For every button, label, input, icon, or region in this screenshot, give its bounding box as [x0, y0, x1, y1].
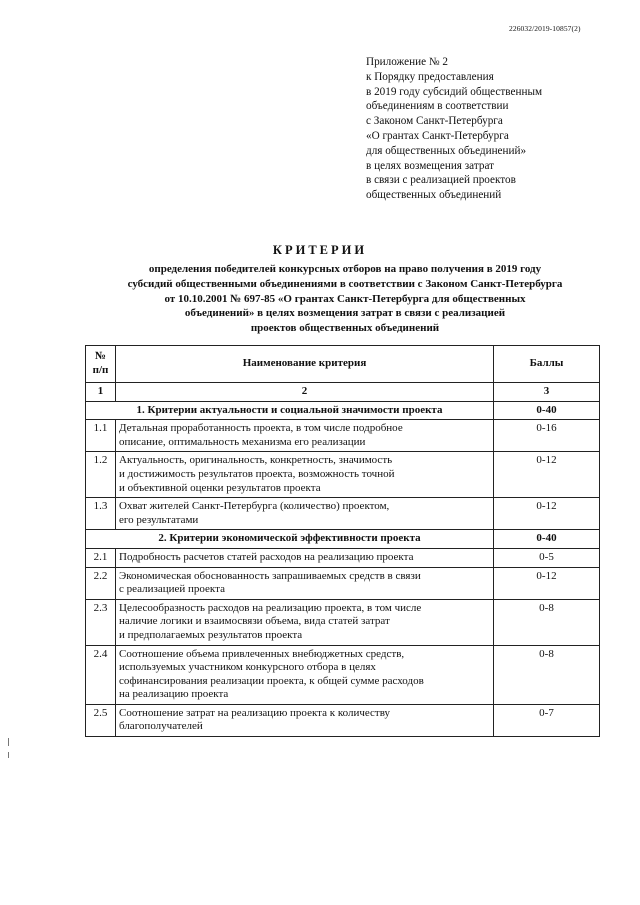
criterion-name	[116, 420, 494, 452]
criterion-name-line: с реализацией проекта	[119, 583, 225, 596]
criterion-name-line: Актуальность, оригинальность, конкретность, значимость	[119, 454, 393, 467]
appendix-line: с Законом Санкт-Петербурга	[366, 115, 503, 128]
criterion-score: 0-12	[494, 452, 600, 498]
table-row	[86, 548, 600, 567]
section-row	[86, 530, 600, 549]
criterion-name-line: благополучателей	[119, 720, 203, 733]
table-row	[86, 599, 600, 645]
criterion-name-line: Целесообразность расходов на реализацию проекта, в том числе	[119, 601, 422, 614]
subtitle-line: от 10.10.2001 № 697-85 «О грантах Санкт-Петербурга для общественных	[164, 292, 526, 305]
criterion-number: 2.5	[86, 704, 116, 736]
appendix-line: в связи с реализацией проектов	[366, 174, 516, 187]
criterion-name	[116, 452, 494, 498]
header-score: Баллы	[494, 346, 600, 383]
appendix-line: Приложение № 2	[366, 56, 448, 68]
criterion-number: 1.2	[86, 452, 116, 498]
section-score: 0-40	[494, 401, 600, 420]
table-row	[86, 498, 600, 530]
column-number: 3	[494, 383, 600, 402]
subtitle-line: определения победителей конкурсных отборов на право получения в 2019 году	[148, 263, 542, 275]
appendix-note	[366, 55, 606, 203]
criterion-score: 0-8	[494, 645, 600, 704]
criterion-name-line: и объективной оценки результатов проекта	[119, 481, 321, 494]
table-row	[86, 645, 600, 704]
criterion-name	[116, 548, 494, 567]
criterion-score: 0-16	[494, 420, 600, 452]
criterion-name	[116, 498, 494, 530]
criterion-name-line: Детальная проработанность проекта, в том числе подробное	[119, 422, 403, 435]
table-header-row	[86, 346, 600, 383]
appendix-line: в целях возмещения затрат	[366, 159, 495, 172]
section-title: 1. Критерии актуальности и социальной значимости проекта	[86, 401, 494, 420]
criterion-name-line: Соотношение объема привлеченных внебюджетных средств,	[119, 647, 405, 660]
criterion-name-line: и достижимость результатов проекта, возможность точной	[119, 467, 395, 480]
criterion-name	[116, 704, 494, 736]
criterion-score: 0-12	[494, 567, 600, 599]
scan-margin-mark	[8, 738, 9, 746]
criterion-name-line: его результатами	[119, 513, 199, 526]
criterion-score: 0-7	[494, 704, 600, 736]
criterion-name	[116, 567, 494, 599]
criterion-name-line: на реализацию проекта	[119, 688, 229, 701]
criterion-name-line: Подробность расчетов статей расходов на реализацию проекта	[119, 550, 414, 563]
criterion-name	[116, 645, 494, 704]
appendix-line: «О грантах Санкт-Петербурга	[366, 129, 509, 142]
criterion-name-line: описание, оптимальность механизма его реализации	[119, 435, 366, 448]
section-score: 0-40	[494, 530, 600, 549]
column-number: 2	[116, 383, 494, 402]
appendix-line: в 2019 году субсидий общественным	[366, 85, 543, 98]
table-row	[86, 420, 600, 452]
header-name: Наименование критерия	[116, 346, 494, 383]
appendix-line: объединениям в соответствии	[366, 100, 509, 113]
document-id: 226032/2019-10857(2)	[509, 24, 581, 33]
appendix-line: общественных объединений	[366, 189, 502, 202]
column-number-row	[86, 383, 600, 402]
appendix-line: для общественных объединений»	[366, 144, 527, 157]
table-row	[86, 452, 600, 498]
criterion-number: 1.3	[86, 498, 116, 530]
subtitle-line: объединений» в целях возмещения затрат в связи с реализацией	[184, 307, 506, 320]
criterion-name-line: и предполагаемых результатов проекта	[119, 628, 303, 641]
section-title: 2. Критерии экономической эффективности проекта	[86, 530, 494, 549]
appendix-line: к Порядку предоставления	[366, 70, 494, 83]
criterion-number: 2.2	[86, 567, 116, 599]
table-row	[86, 567, 600, 599]
header-num: № п/п	[86, 346, 116, 383]
criterion-name-line: софинансирования реализации проекта, к общей сумме расходов	[119, 674, 424, 687]
scan-margin-mark	[8, 752, 9, 758]
criterion-name-line: Экономическая обоснованность запрашиваемых средств в связи	[119, 569, 421, 582]
section-row	[86, 401, 600, 420]
criterion-name-line: Охват жителей Санкт-Петербурга (количество) проектом,	[119, 500, 390, 513]
criterion-name-line: используемых участником конкурсного отбора в целях	[119, 661, 376, 674]
criterion-name-line: наличие логики и взаимосвязи объема, вида статей затрат	[119, 615, 390, 628]
document-title: КРИТЕРИИ	[272, 243, 368, 257]
criterion-score: 0-8	[494, 599, 600, 645]
criterion-number: 2.3	[86, 599, 116, 645]
criterion-name	[116, 599, 494, 645]
criterion-score: 0-12	[494, 498, 600, 530]
table-row	[86, 704, 600, 736]
criterion-number: 2.4	[86, 645, 116, 704]
criterion-number: 2.1	[86, 548, 116, 567]
criteria-table-body	[86, 346, 600, 737]
document-subtitle	[80, 262, 610, 336]
subtitle-line: субсидий общественными объединениями в соответствии с Законом Санкт-Петербурга	[127, 277, 563, 290]
column-number: 1	[86, 383, 116, 402]
criterion-name-line: Соотношение затрат на реализацию проекта к количеству	[119, 706, 391, 719]
criterion-number: 1.1	[86, 420, 116, 452]
subtitle-line: проектов общественных объединений	[250, 322, 440, 335]
criterion-score: 0-5	[494, 548, 600, 567]
criteria-table	[85, 345, 600, 737]
